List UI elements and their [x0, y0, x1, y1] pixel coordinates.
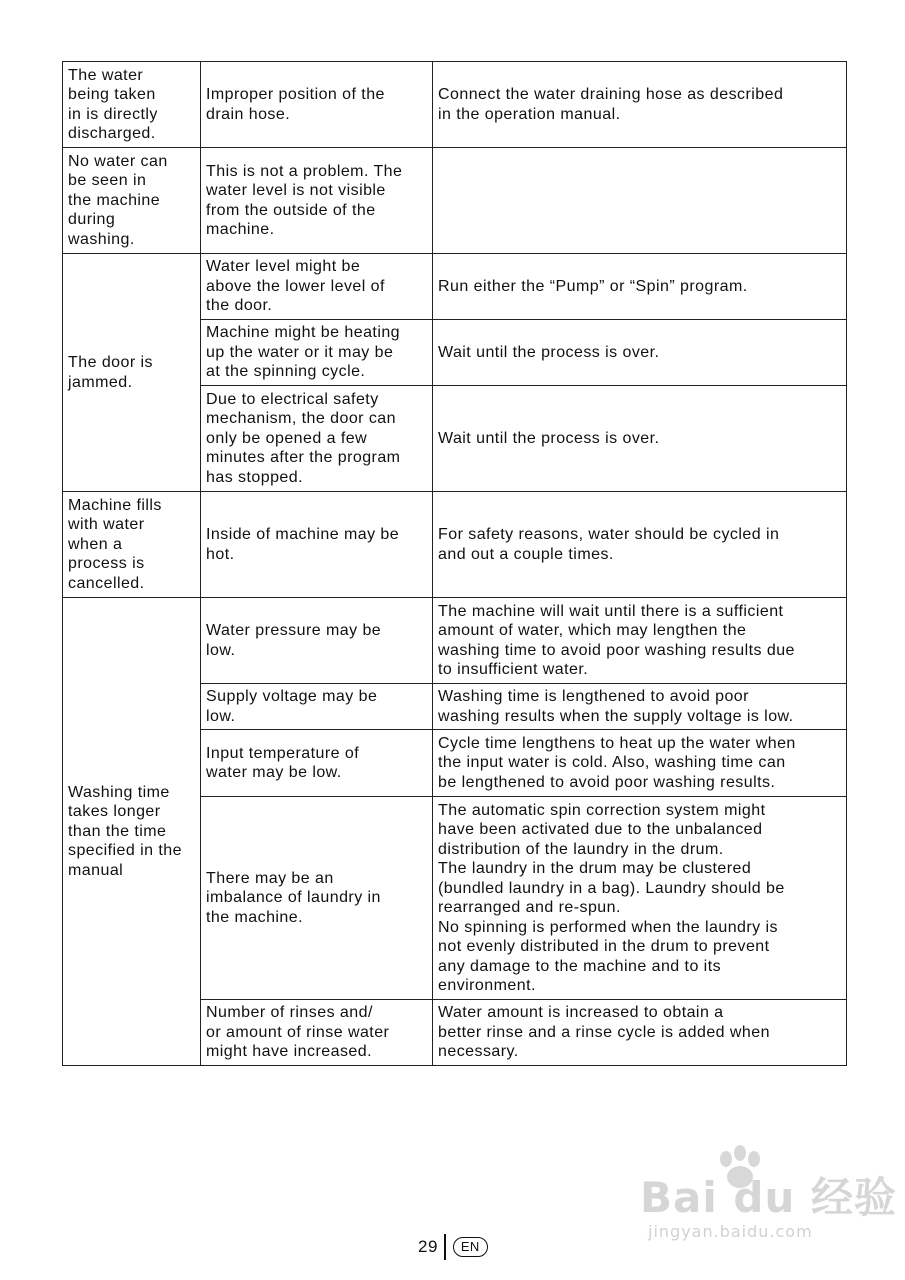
solution-cell: Wait until the process is over.: [433, 386, 847, 492]
solution-cell: Connect the water draining hose as described in the operation manual.: [433, 62, 847, 148]
troubleshooting-table: [62, 61, 847, 1066]
cause-cell: Due to electrical safety mechanism, the door can only be opened a few minutes after the program has stopped.: [201, 386, 433, 492]
problem-cell: The water being taken in is directly discharged.: [63, 62, 201, 148]
table-row: [63, 492, 847, 598]
solution-cell: [433, 148, 847, 254]
cause-cell: Machine might be heating up the water or it may be at the spinning cycle.: [201, 320, 433, 386]
solution-cell: The automatic spin correction system might have been activated due to the unbalanced distribution of the laundry in the drum. The laundry in the drum may be clustered (bundled laundry in a bag). Laundry should be rearranged and re-spun. No spinning is performed when the laundry is not evenly distributed in the drum to prevent any damage to the machine and to its environment.: [433, 797, 847, 1000]
table-row: [63, 254, 847, 320]
solution-cell: Run either the “Pump” or “Spin” program.: [433, 254, 847, 320]
problem-cell: No water can be seen in the machine during washing.: [63, 148, 201, 254]
table-row: [63, 148, 847, 254]
cause-cell: Inside of machine may be hot.: [201, 492, 433, 598]
problem-cell: The door is jammed.: [63, 254, 201, 492]
problem-cell: Washing time takes longer than the time specified in the manual: [63, 598, 201, 1066]
solution-cell: Water amount is increased to obtain a better rinse and a rinse cycle is added when necessary.: [433, 1000, 847, 1066]
baidu-jingyan-watermark: [640, 1145, 897, 1245]
solution-cell: For safety reasons, water should be cycled in and out a couple times.: [433, 492, 847, 598]
footer-divider: [444, 1234, 446, 1260]
problem-cell: Machine fills with water when a process is cancelled.: [63, 492, 201, 598]
cause-cell: Input temperature of water may be low.: [201, 730, 433, 797]
cause-cell: Water pressure may be low.: [201, 598, 433, 684]
cause-cell: Water level might be above the lower level of the door.: [201, 254, 433, 320]
page-footer: [418, 1234, 488, 1260]
watermark-logo: Bai du 经验: [640, 1173, 897, 1222]
watermark-url: jingyan.baidu.com: [648, 1222, 813, 1241]
solution-cell: Cycle time lengthens to heat up the water when the input water is cold. Also, washing time can be lengthened to avoid poor washing results.: [433, 730, 847, 797]
cause-cell: This is not a problem. The water level is not visible from the outside of the machine.: [201, 148, 433, 254]
page-number: 29: [418, 1237, 438, 1256]
cause-cell: Number of rinses and/ or amount of rinse water might have increased.: [201, 1000, 433, 1066]
cause-cell: Improper position of the drain hose.: [201, 62, 433, 148]
solution-cell: The machine will wait until there is a sufficient amount of water, which may lengthen the washing time to avoid poor washing results due to insufficient water.: [433, 598, 847, 684]
solution-cell: Washing time is lengthened to avoid poor washing results when the supply voltage is low.: [433, 684, 847, 730]
language-badge: EN: [453, 1237, 488, 1257]
solution-cell: Wait until the process is over.: [433, 320, 847, 386]
table-row: [63, 62, 847, 148]
cause-cell: There may be an imbalance of laundry in the machine.: [201, 797, 433, 1000]
cause-cell: Supply voltage may be low.: [201, 684, 433, 730]
table-row: [63, 598, 847, 684]
